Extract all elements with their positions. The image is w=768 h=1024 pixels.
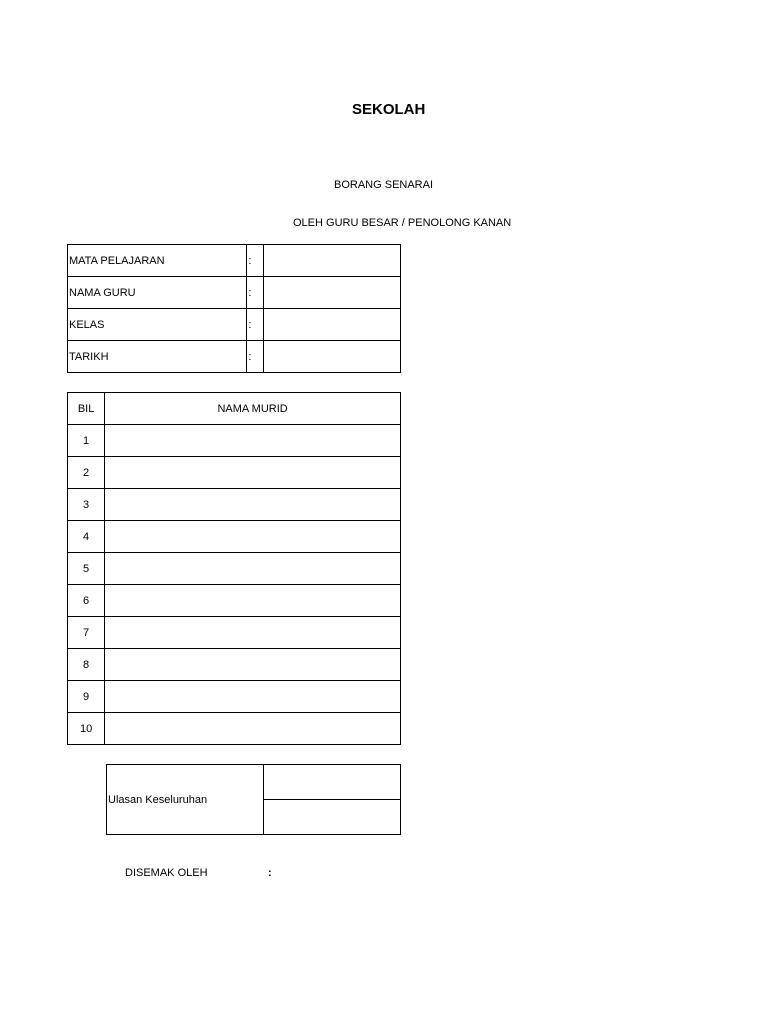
info-colon: : (247, 277, 263, 309)
row-number: 7 (68, 617, 105, 649)
review-line-2[interactable] (263, 800, 400, 835)
row-number: 9 (68, 681, 105, 713)
table-row (68, 713, 401, 745)
student-name-cell[interactable] (105, 425, 401, 457)
info-colon: : (247, 309, 263, 341)
student-name-cell[interactable] (105, 553, 401, 585)
student-name-cell[interactable] (105, 521, 401, 553)
checked-by-colon: : (268, 867, 272, 879)
info-value-teacher[interactable] (263, 277, 400, 309)
info-row-date (68, 341, 401, 373)
info-row-subject (68, 245, 401, 277)
row-number: 6 (68, 585, 105, 617)
row-number: 8 (68, 649, 105, 681)
info-label-class: KELAS (68, 309, 247, 341)
info-value-subject[interactable] (263, 245, 400, 277)
review-line-1[interactable] (263, 765, 400, 800)
table-row (68, 489, 401, 521)
info-value-class[interactable] (263, 309, 400, 341)
review-table (106, 764, 401, 835)
table-row (68, 681, 401, 713)
info-colon: : (247, 341, 263, 373)
table-row (68, 521, 401, 553)
column-header-name: NAMA MURID (105, 393, 401, 425)
row-number: 2 (68, 457, 105, 489)
student-table (67, 392, 401, 745)
student-name-cell[interactable] (105, 585, 401, 617)
student-name-cell[interactable] (105, 713, 401, 745)
row-number: 10 (68, 713, 105, 745)
info-label-date: TARIKH (68, 341, 247, 373)
info-label-teacher: NAMA GURU (68, 277, 247, 309)
form-title: BORANG SENARAI (334, 179, 434, 191)
info-label-subject: MATA PELAJARAN (68, 245, 247, 277)
school-title: SEKOLAH (352, 101, 426, 118)
form-subtitle: OLEH GURU BESAR / PENOLONG KANAN (293, 217, 512, 229)
student-name-cell[interactable] (105, 457, 401, 489)
student-name-cell[interactable] (105, 617, 401, 649)
table-row (68, 649, 401, 681)
info-value-date[interactable] (263, 341, 400, 373)
row-number: 3 (68, 489, 105, 521)
row-number: 5 (68, 553, 105, 585)
info-row-class (68, 309, 401, 341)
student-table-header (68, 393, 401, 425)
table-row (68, 553, 401, 585)
table-row (68, 617, 401, 649)
table-row (68, 585, 401, 617)
table-row (68, 425, 401, 457)
info-colon: : (247, 245, 263, 277)
info-row-teacher (68, 277, 401, 309)
student-name-cell[interactable] (105, 649, 401, 681)
review-label: Ulasan Keseluruhan (107, 765, 264, 835)
student-name-cell[interactable] (105, 681, 401, 713)
student-name-cell[interactable] (105, 489, 401, 521)
column-header-bil: BIL (68, 393, 105, 425)
row-number: 4 (68, 521, 105, 553)
review-row-1 (107, 765, 401, 800)
info-table (67, 244, 401, 373)
row-number: 1 (68, 425, 105, 457)
table-row (68, 457, 401, 489)
checked-by-label: DISEMAK OLEH (125, 867, 208, 879)
